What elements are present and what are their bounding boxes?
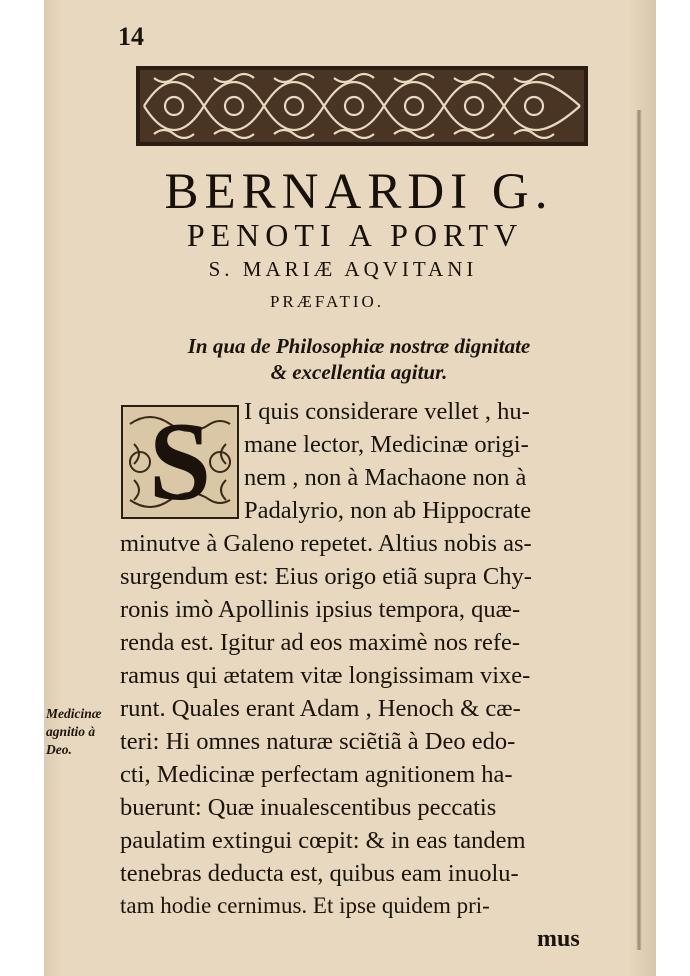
body-line: I quis considerare vellet , hu- xyxy=(244,398,530,425)
body-line: minutve à Galeno repetet. Altius nobis as- xyxy=(120,530,532,557)
body-line: teri: Hi omnes naturæ sciẽtiã à Deo edo- xyxy=(120,728,516,755)
title-author-last: PENOTI A PORTV xyxy=(186,217,524,253)
subtitle-line-2: & excellentia agitur. xyxy=(270,360,448,384)
catchword: mus xyxy=(537,926,580,952)
title-praefatio: PRÆFATIO. xyxy=(269,292,385,311)
body-line: paulatim extingui cœpit: & in eas tandem xyxy=(120,827,526,854)
drop-cap-letter: S xyxy=(148,400,212,524)
title-author-first: BERNARDI G. xyxy=(164,164,554,220)
title-place: S. MARIÆ AQVITANI xyxy=(208,257,478,281)
body-line: nem , non à Machaone non à xyxy=(244,464,527,491)
body-line: Padalyrio, non ab Hippocrate xyxy=(244,497,532,524)
drop-cap xyxy=(120,400,240,524)
margin-note-line: Medicinæ xyxy=(46,706,102,721)
subtitle-line-1: In qua de Philosophiæ nostræ dignitate xyxy=(187,334,531,358)
page-number: 14 xyxy=(118,22,144,51)
margin-note-line: agnitio à xyxy=(46,724,96,739)
body-line: ramus qui ætatem vitæ longissimam vixe- xyxy=(120,662,531,689)
body-line: tam hodie cernimus. Et ipse quidem pri- xyxy=(120,893,490,918)
body-line: buerunt: Quæ inualescentibus peccatis xyxy=(120,794,497,821)
body-line: runt. Quales erant Adam , Henoch & cæ- xyxy=(120,695,521,722)
body-line: surgendum est: Eius origo etiã supra Chy- xyxy=(120,563,532,590)
body-line: cti, Medicinæ perfectam agnitionem ha- xyxy=(120,761,513,788)
body-line: mane lector, Medicinæ origi- xyxy=(244,431,529,458)
margin-note-line: Deo. xyxy=(46,742,72,757)
body-line: renda est. Igitur ad eos maximè nos refe- xyxy=(120,629,521,656)
body-line: ronis imò Apollinis ipsius tempora, quæ- xyxy=(120,596,521,623)
body-line: tenebras deducta est, quibus eam inuolu- xyxy=(120,860,519,887)
ornamental-header-band xyxy=(134,64,590,148)
